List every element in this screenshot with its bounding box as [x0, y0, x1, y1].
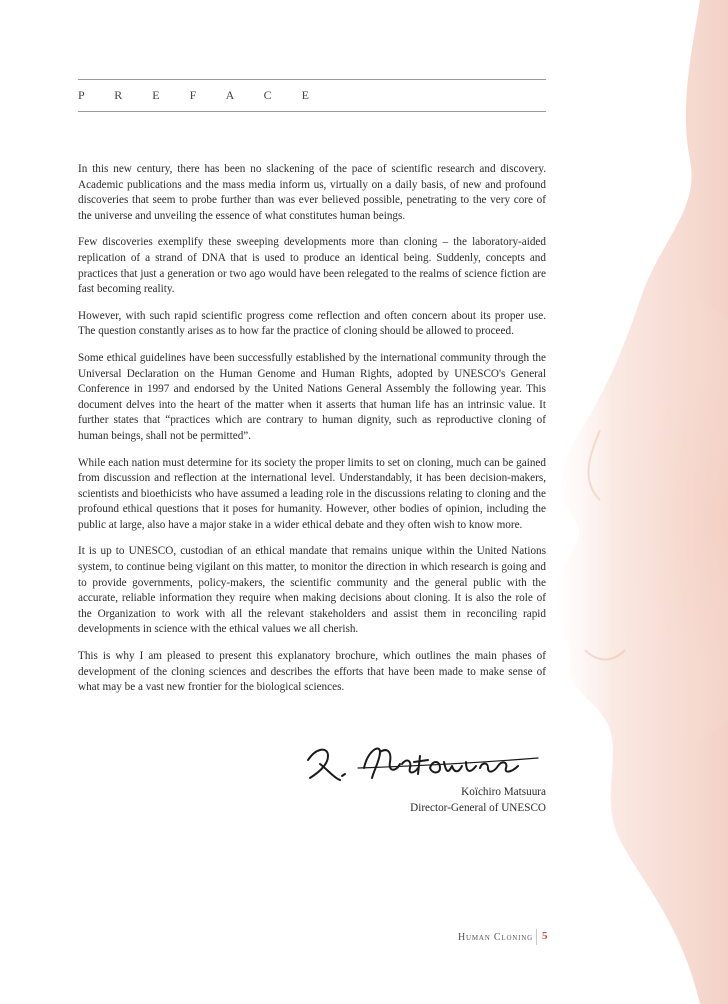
paragraph: It is up to UNESCO, custodian of an ethical mandate that remains unique within the United Nations system, to continue being vigilant on this matter, to monitor the direction in which research is going and to provide governments, policy-makers, the scientific community and the general public with the accurate, reliable information they require when making decisions about cloning. It is also the role of the Organization to work with all the relevant stakeholders and assist them in reconciling rapid developments in science with the ethical values we all cherish.	[78, 545, 546, 636]
paragraph: Few discoveries exemplify these sweeping developments more than cloning – the laboratory-aided replication of a strand of DNA that is used to produce an identical being. Suddenly, concepts and practices that just a generation or two ago would have been relegated to the realms of science fiction are fast becoming reality.	[78, 236, 546, 296]
footer-divider	[536, 929, 537, 945]
paragraph: However, with such rapid scientific progress come reflection and often concern about its proper use. The question constantly arises as to how far the practice of cloning should be allowed to proceed.	[78, 309, 546, 338]
handwritten-signature	[298, 738, 548, 788]
paragraph: Some ethical guidelines have been successfully established by the international community through the Universal Declaration on the Human Genome and Human Rights, adopted by UNESCO's General Conference in 1997 and endorsed by the United Nations General Assembly the following year. This document delves into the heart of the matter when it asserts that human life has an intrinsic value. It further states that “practices which are contrary to human dignity, such as reproductive cloning of human beings, shall not be permitted”.	[78, 351, 546, 442]
paragraph: This is why I am pleased to present this explanatory brochure, which outlines the main phases of development of the cloning sciences and describes the efforts that have been made to make sense of what may be a vast new frontier for the biological sciences.	[78, 650, 546, 694]
paragraph: While each nation must determine for its society the proper limits to set on cloning, much can be gained from discussion and reflection at the international level. Understandably, it has been decision-makers, scientists and bioethicists who have assumed a leading role in the discussions relating to cloning and the profound ethical questions that it poses for humanity. However, other bodies of opinion, including the public at large, also have a major stake in a wider ethical debate and they often wish to know more.	[78, 456, 546, 531]
preface-body	[78, 162, 546, 707]
running-footer-title: Human Cloning	[457, 932, 533, 943]
paragraph: In this new century, there has been no slackening of the pace of scientific research and discovery. Academic publications and the mass media inform us, virtually on a daily basis, of new and profound discoveries that seem to probe further than was ever believed possible, penetrating to the very core of the universe and unveiling the essence of what constitutes human beings.	[78, 163, 546, 222]
header-top-rule	[78, 79, 546, 80]
signer-name: Koïchiro Matsuura	[461, 786, 546, 798]
page-heading: P R E F A C E	[78, 88, 323, 102]
signer-title: Director-General of UNESCO	[410, 802, 546, 814]
header-bottom-rule	[78, 111, 546, 112]
page-number: 5	[542, 930, 548, 942]
